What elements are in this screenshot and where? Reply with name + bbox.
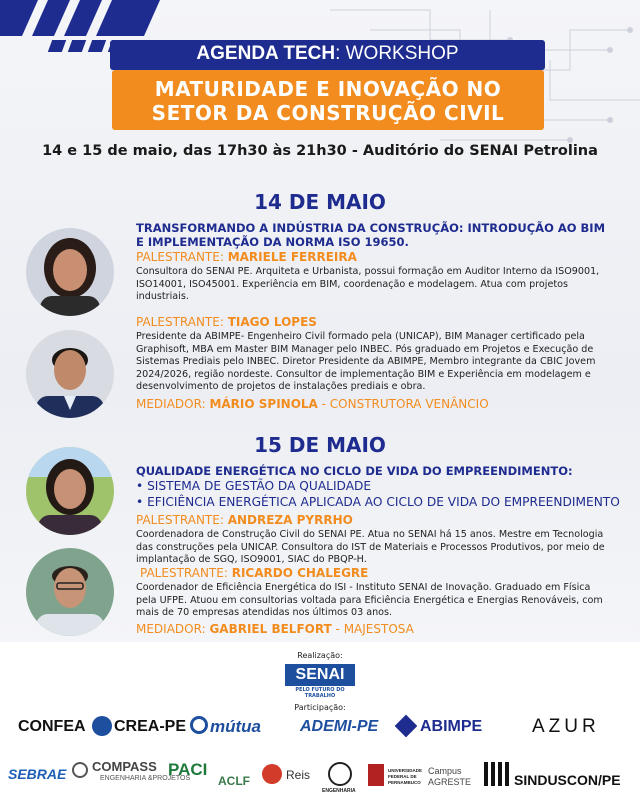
logo-crea-pe: CREA-PE xyxy=(114,718,187,735)
avatar-andreza xyxy=(26,447,114,535)
title-line-2: SETOR DA CONSTRUÇÃO CIVIL xyxy=(151,101,505,125)
logo-mutua: mútua xyxy=(210,717,261,736)
day2-speaker2-role xyxy=(140,566,368,580)
logo-reis: Reis xyxy=(286,768,311,782)
mediator-name: MÁRIO SPINOLA xyxy=(209,397,318,411)
agenda-heading xyxy=(110,43,545,65)
compass-icon xyxy=(72,762,88,778)
event-date-line: 14 e 15 de maio, das 17h30 às 21h30 - Auditório do SENAI Petrolina xyxy=(42,143,598,159)
day1-title: 14 DE MAIO xyxy=(254,190,386,214)
role-label: PALESTRANTE: xyxy=(136,250,228,264)
mediator-org: - CONSTRUTORA VENÂNCIO xyxy=(317,397,489,411)
logo-engenharia: ENGENHARIA xyxy=(322,788,356,794)
title-line-1: MATURIDADE E INOVAÇÃO NO xyxy=(154,77,502,101)
day2-talk-title: QUALIDADE ENERGÉTICA NO CICLO DE VIDA DO EMPREENDIMENTO: xyxy=(136,464,573,478)
ufpe-crest-icon xyxy=(368,764,384,786)
realizacao-label: Realização: xyxy=(297,651,343,660)
logo-abimpe: ABIMPE xyxy=(420,718,483,735)
day1-speaker2-role xyxy=(136,315,317,329)
logo-sinduscon: SINDUSCON/PE xyxy=(514,772,621,788)
bullet-efficiency: • EFICIÊNCIA ENERGÉTICA APLICADA AO CICLO DE VIDA DO EMPREENDIMENTO xyxy=(136,495,620,509)
logo-sebrae: SEBRAE xyxy=(8,766,67,782)
logo-ademi-pe: ADEMI-PE xyxy=(300,718,379,735)
role-label: PALESTRANTE: xyxy=(136,513,228,527)
logo-compass: COMPASS xyxy=(92,759,157,774)
day2-speaker2-bio: Coordenador de Eficiência Energética do ISI - Instituto SENAI de Inovação. Graduado em Física pela UFPE. Atuou em consultorias voltada para Eficiência Energética e Energias Renováveis, com mais de 70 empresas atendidas nos últimos 03 anos. xyxy=(136,582,603,619)
logo-campus-agreste: Campus AGRESTE xyxy=(428,766,472,787)
avatar-tiago xyxy=(26,330,114,418)
day2-bullets xyxy=(136,478,620,510)
logo-azur: AZUR xyxy=(532,716,600,737)
logo-compass-sub: ENGENHARIA &PROJETOS xyxy=(100,775,191,782)
senai-logo: SENAI xyxy=(285,664,355,686)
senai-tagline: PELO FUTURO DO TRABALHO xyxy=(295,687,345,699)
avatar-mariele xyxy=(26,228,114,316)
role-label: PALESTRANTE: xyxy=(136,315,228,329)
logo-ufpe: UNIVERSIDADE FEDERAL DE PERNAMBUCO xyxy=(388,768,423,785)
reis-circle-icon xyxy=(262,764,282,784)
day1-speaker1-role xyxy=(136,250,357,264)
speaker-name: MARIELE FERREIRA xyxy=(227,250,357,264)
mutua-ring-icon xyxy=(190,716,208,734)
crea-seal-icon xyxy=(92,716,112,736)
day1-mediator xyxy=(136,397,489,411)
day1-talk-title-2: E IMPLEMENTAÇÃO DA NORMA ISO 19650. xyxy=(136,235,409,249)
day2-mediator xyxy=(136,622,414,636)
stripes-decoration xyxy=(0,0,170,40)
logo-aclf: ACLF xyxy=(218,774,250,788)
mediator-org: - MAJESTOSA xyxy=(331,622,414,636)
day2-speaker1-bio: Coordenadora de Construção Civil do SENAI PE. Atua no SENAI há 15 anos. Mestre em Tecnologia das construções pela UNICAP. Consultora do IST de Materiais e Processos Produtivos, por meio de implantação de SGQ, ISO9001, SIAC do PBQP-H. xyxy=(136,529,605,566)
mediator-name: GABRIEL BELFORT xyxy=(209,622,332,636)
speaker-name: ANDREZA PYRRHO xyxy=(227,513,353,527)
day2-speaker1-role xyxy=(136,513,353,527)
agenda-bold: AGENDA TECH xyxy=(196,43,336,64)
logo-paci: PACI xyxy=(168,760,208,779)
bullet-quality: • SISTEMA DE GESTÃO DA QUALIDADE xyxy=(136,479,372,493)
role-label: PALESTRANTE: xyxy=(140,566,232,580)
day1-speaker1-bio: Consultora do SENAI PE. Arquiteta e Urbanista, possui formação em Auditor Interno da ISO9001, ISO14001, ISO45001. Experiência em BIM, coordenação e modelagem. Atua com projetos industriais. xyxy=(136,266,600,303)
mediator-label: MEDIADOR: xyxy=(136,622,210,636)
speaker-name: TIAGO LOPES xyxy=(227,315,317,329)
sinduscon-building-icon xyxy=(484,762,510,786)
day1-speaker2-bio: Presidente da ABIMPE- Engenheiro Civil formado pela (UNICAP), BIM Manager certificado pela Graphisoft, MBA em Master BIM Manager pelo INBEC. Pós graduado em Projetos e Execução de Sistemas Prediais pelo INBEC. Diretor Presidente da ABIMPE, Membro integrante da CBIC Jovem 2024/2026, região nordeste. Consultor de implementação BIM e Experiência em modelagem e desenvolvimento de projetos de instalações prediais e obra. xyxy=(136,331,596,393)
agenda-rest: : WORKSHOP xyxy=(335,43,459,64)
abimpe-diamond-icon xyxy=(395,715,418,738)
avatar-ricardo xyxy=(26,548,114,636)
day1-talk-title-1: TRANSFORMANDO A INDÚSTRIA DA CONSTRUÇÃO: INTRODUÇÃO AO BIM xyxy=(136,221,606,235)
mediator-label: MEDIADOR: xyxy=(136,397,210,411)
speaker-name: RICARDO CHALEGRE xyxy=(231,566,369,580)
day2-title: 15 DE MAIO xyxy=(254,433,386,457)
gear-icon xyxy=(328,762,352,786)
participacao-label: Participação: xyxy=(294,703,346,712)
logo-confea: CONFEA xyxy=(18,718,86,735)
